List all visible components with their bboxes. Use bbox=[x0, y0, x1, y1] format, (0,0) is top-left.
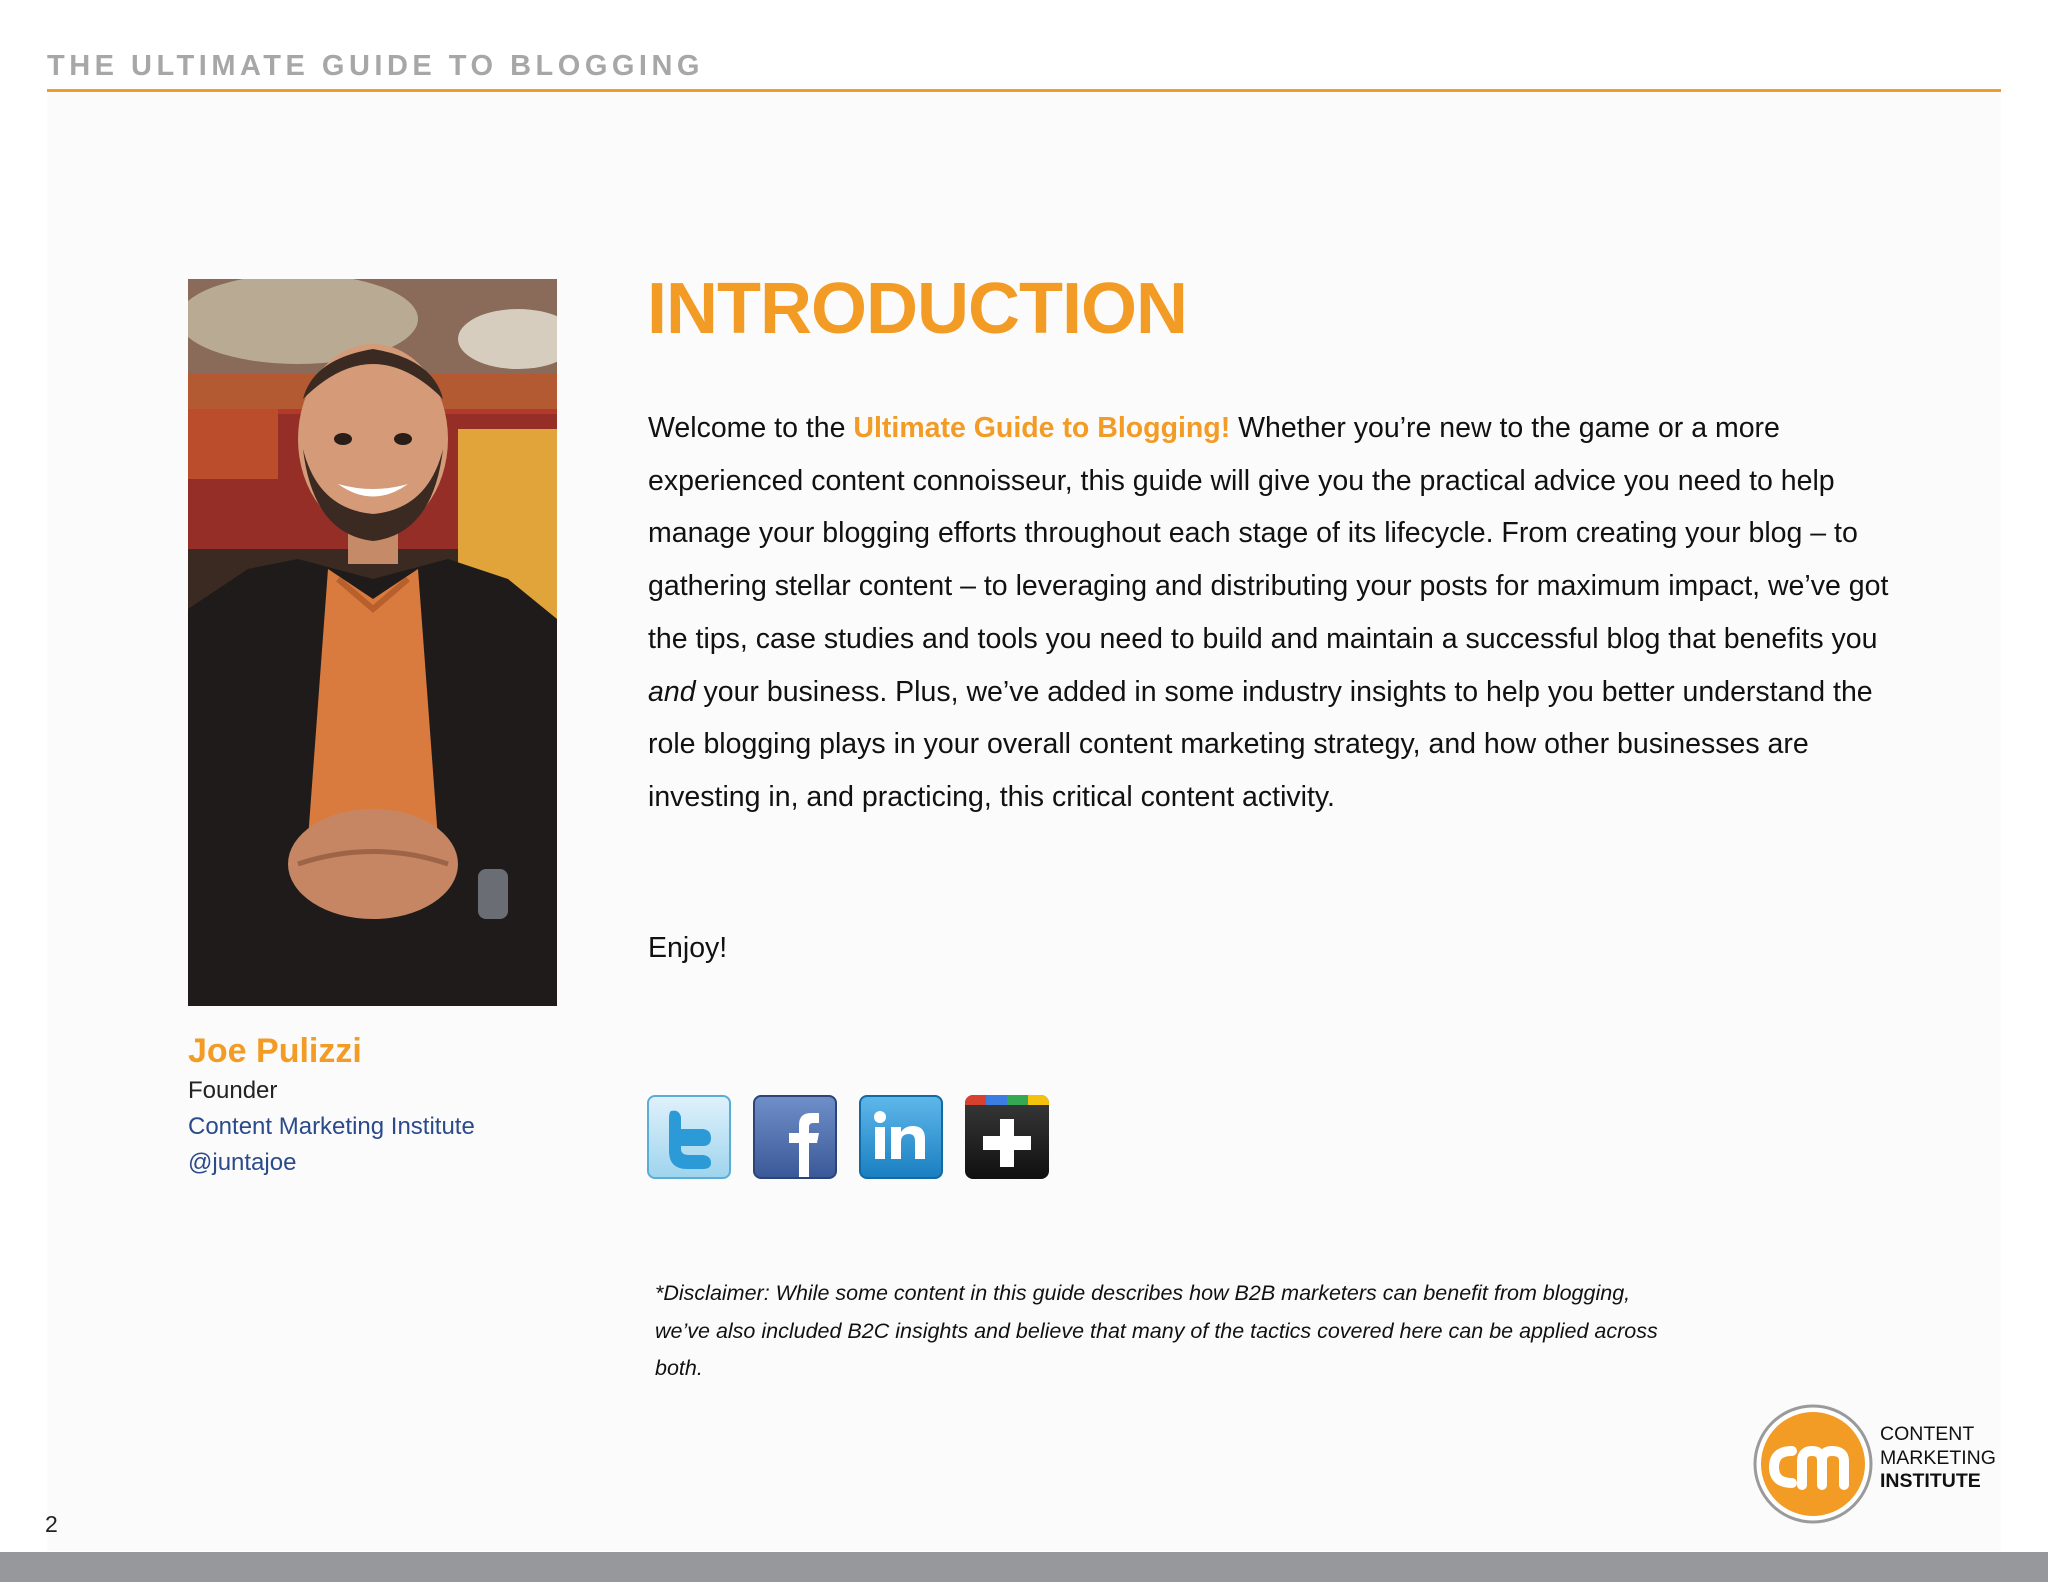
intro-emphasis: and bbox=[648, 675, 696, 708]
author-organization: Content Marketing Institute bbox=[188, 1113, 475, 1140]
guide-title-highlight: Ultimate Guide to Blogging! bbox=[853, 412, 1231, 444]
linkedin-icon bbox=[861, 1097, 941, 1177]
section-title: INTRODUCTION bbox=[647, 269, 1187, 349]
running-header: THE ULTIMATE GUIDE TO BLOGGING bbox=[47, 50, 704, 82]
disclaimer: *Disclaimer: While some content in this guide describes how B2B marketers can benefit from blogging, we’ve also included B2C insights and believe that many of the tactics covered here can be applied across both. bbox=[655, 1281, 1658, 1380]
intro-paragraph bbox=[648, 402, 1898, 824]
linkedin-share-button[interactable] bbox=[859, 1095, 943, 1179]
intro-lead: Welcome to the bbox=[648, 412, 854, 444]
footer-bar bbox=[0, 1552, 2048, 1582]
author-name: Joe Pulizzi bbox=[188, 1032, 362, 1070]
author-photo bbox=[188, 279, 557, 1006]
logo-line-2: MARKETING bbox=[1880, 1446, 1996, 1469]
cmi-logo-text bbox=[1880, 1423, 1996, 1494]
header-rule bbox=[47, 89, 2001, 92]
logo-line-3: INSTITUTE bbox=[1880, 1470, 1981, 1492]
signoff: Enjoy! bbox=[648, 932, 728, 964]
twitter-share-button[interactable] bbox=[647, 1095, 731, 1179]
facebook-icon bbox=[755, 1097, 835, 1177]
facebook-share-button[interactable] bbox=[753, 1095, 837, 1179]
author-role: Founder bbox=[188, 1077, 278, 1104]
page-number: 2 bbox=[45, 1511, 58, 1537]
intro-text-part2: your business. Plus, we’ve added in some industry insights to help you better understand the role blogging plays in your overall content marketing strategy, and how other businesses are investing in, and practicing, this critical content activity. bbox=[648, 675, 1873, 813]
logo-line-1: CONTENT bbox=[1880, 1423, 1975, 1445]
twitter-icon bbox=[649, 1097, 729, 1177]
plus-icon bbox=[965, 1095, 1049, 1179]
cmi-logo bbox=[1752, 1403, 1874, 1525]
author-handle[interactable]: @juntajoe bbox=[188, 1149, 297, 1176]
intro-text-part1: Whether you’re new to the game or a more experienced content connoisseur, this guide will give you the practical advice you need to help manage your blogging efforts throughout each stage of its lifecycle. From creating your blog – to gathering stellar content – to leveraging and distributing your posts for maximum impact, we’ve got the tips, case studies and tools you need to build and maintain a successful blog that benefits you bbox=[648, 412, 1889, 655]
google-plus-share-button[interactable] bbox=[965, 1095, 1049, 1179]
